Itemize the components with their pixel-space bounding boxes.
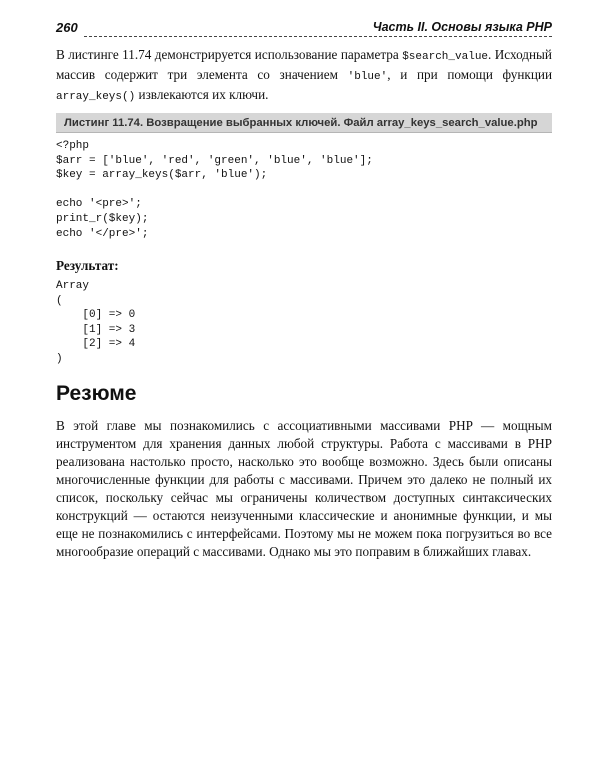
code-line: <?php (56, 140, 90, 152)
part-title: Часть II. Основы языка PHP (372, 20, 552, 34)
result-label: Результат: (56, 258, 119, 273)
output-line: [0] => 0 (56, 309, 136, 322)
intro-paragraph (56, 46, 552, 106)
output-line: ) (56, 352, 63, 365)
inline-code-search-value: $search_value (402, 51, 489, 63)
code-line: echo '</pre>'; (56, 227, 149, 240)
inline-code-blue: 'blue' (347, 71, 388, 83)
output-line: [1] => 3 (56, 323, 136, 336)
output-line: [2] => 4 (56, 338, 136, 351)
code-line: print_r($key); (56, 212, 149, 225)
page-number: 260 (56, 20, 78, 35)
intro-text-2: . Исходный массив содержит три элемента со значением (56, 47, 552, 82)
listing-code-block (56, 139, 552, 241)
running-header (56, 14, 552, 40)
section-heading: Резюме (56, 382, 137, 405)
listing-caption: Листинг 11.74. Возвращение выбранных ключей. Файл array_keys_search_value.php (56, 113, 552, 133)
header-rule (84, 36, 552, 37)
code-line: $arr = ['blue', 'red', 'green', 'blue', 'blue']; (56, 154, 373, 167)
intro-text-4: извлекаются их ключи. (135, 87, 269, 102)
summary-paragraph: В этой главе мы познакомились с ассоциативными массивами PHP — мощным инструментом для хранения данных любой структуры. Работа с массивами в PHP реализована настолько просто, насколько это вообще возможно. Здесь были описаны многочисленные функции для работы с массивами. Причем это далеко не полный их список, поскольку сейчас мы ограничены количеством доступных синтаксических конструкций — остаются неизученными классические и анонимные функции, и мы еще не познакомились с интерфейсами. Поэтому мы не можем пока погрузиться во все многообразие операций с массивами. Однако мы это поправим в ближайших главах. (56, 418, 552, 559)
code-line: $key = array_keys($arr, 'blue'); (56, 169, 268, 182)
intro-text-3: , и при помощи функции (387, 67, 553, 82)
intro-text-1: В листинге 11.74 демонстрируется использование параметра (56, 47, 403, 62)
code-line: echo '<pre>'; (56, 198, 142, 211)
output-line: Array (56, 280, 90, 292)
result-output-block (56, 279, 552, 367)
inline-code-array-keys: array_keys() (56, 91, 136, 103)
output-line: ( (56, 294, 63, 307)
